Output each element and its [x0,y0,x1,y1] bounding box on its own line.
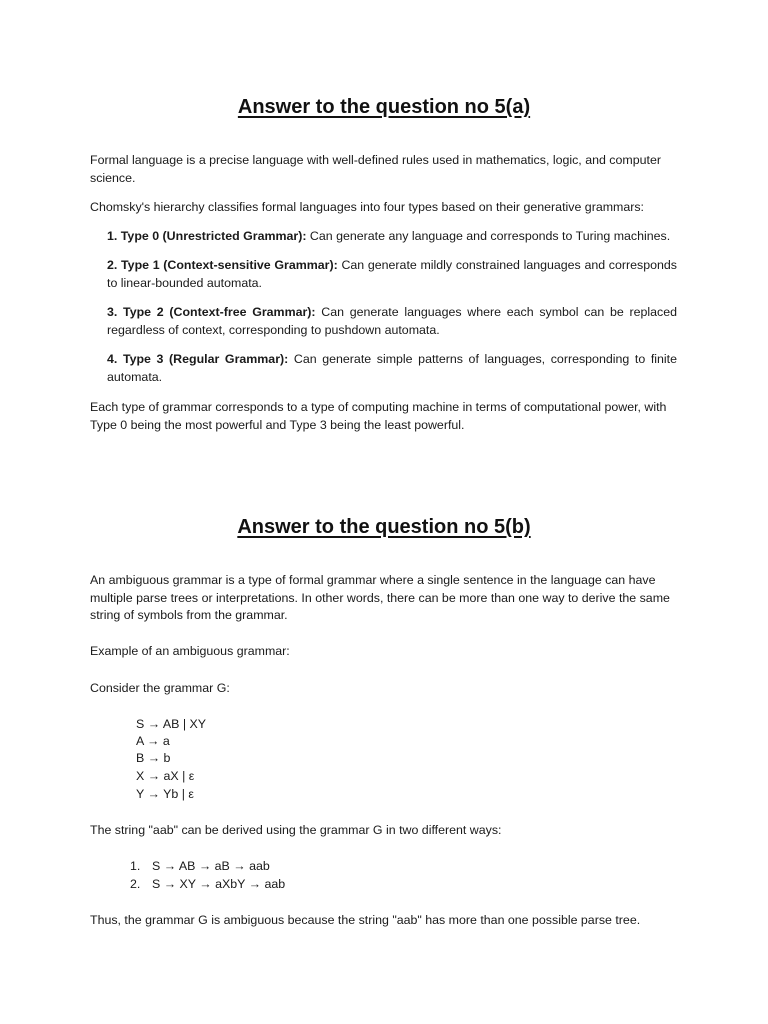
type-3-item [90,351,677,386]
section-b-conclusion: Thus, the grammar G is ambiguous because the string "aab" has more than one possible parse tree. [90,913,641,927]
type-1-text: Can generate mildly constrained languages and corresponds to linear-bounded automata. [107,258,677,290]
section-b-heading: Answer to the question no 5(b) [237,516,531,538]
section-a-conclusion: Each type of grammar corresponds to a type of computing machine in terms of computational power, with Type 0 being the most powerful and Type 3 being the least powerful. [90,400,667,432]
type-2-label: 3. Type 2 (Context-free Grammar): [107,305,316,319]
type-0-item [90,228,677,246]
section-a-intro-1: Formal language is a precise language with well-defined rules used in mathematics, logic, and computer science. [90,153,661,185]
consider-grammar: Consider the grammar G: [90,681,230,695]
type-0-text: Can generate any language and corresponds to Turing machines. [306,229,671,243]
type-3-label: 4. Type 3 (Regular Grammar): [107,352,289,366]
derive-intro: The string "aab" can be derived using the grammar G in two different ways: [90,823,502,837]
section-a-intro-2: Chomsky's hierarchy classifies formal languages into four types based on their generative grammars: [90,200,645,214]
type-3-text: Can generate simple patterns of languages, corresponding to finite automata. [107,352,677,384]
derivation-item [130,876,285,894]
grammar-rule: X → aX | ε [136,769,195,783]
derivation-item [130,858,270,876]
example-label: Example of an ambiguous grammar: [90,644,290,658]
derivation-number: 2. [130,877,141,891]
derivation-number: 1. [130,859,141,873]
grammar-rule: S → AB | XY [136,717,207,731]
type-2-text: Can generate languages where each symbol can be replaced regardless of context, corresponding to pushdown automata. [107,305,678,337]
type-1-item [90,257,677,292]
grammar-rule: A → a [136,734,170,748]
grammar-rule: Y → Yb | ε [136,787,194,801]
derivation-text: S → AB → aB → aab [152,859,270,873]
section-a-heading: Answer to the question no 5(a) [237,96,531,118]
grammar-rule: B → b [136,751,171,765]
type-2-item [90,304,677,339]
section-b-intro: An ambiguous grammar is a type of formal grammar where a single sentence in the language can have multiple parse trees or interpretations. In other words, there can be more than one way to derive the same string of symbols from the grammar. [90,573,670,622]
type-1-label: 2. Type 1 (Context-sensitive Grammar): [107,258,338,272]
derivation-text: S → XY → aXbY → aab [152,877,286,891]
type-0-label: 1. Type 0 (Unrestricted Grammar): [107,229,307,243]
